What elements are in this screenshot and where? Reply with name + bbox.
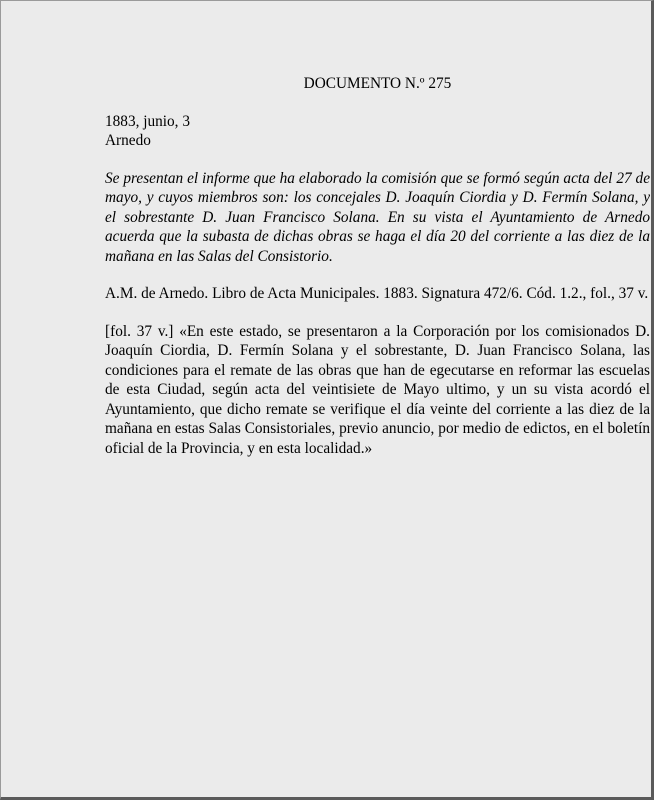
document-title: DOCUMENTO N.º 275	[303, 75, 452, 92]
archival-source: A.M. de Arnedo. Libro de Acta Municipales. 1883. Signatura 472/6. Cód. 1.2., fol., 37 v.	[105, 285, 649, 302]
document-date: 1883, junio, 3	[105, 112, 190, 130]
document-place: Arnedo	[105, 132, 151, 149]
document-transcription: [fol. 37 v.] «En este estado, se presentaron a la Corporación por los comisionados D. Joaquín Ciordia, D. Fermín Solana y el sobrestante, D. Juan Francisco Solana, las condiciones para el remate de las obras que han de egecutarse en reformar las escuelas de esta Ciudad, según acta del veintisiete de Mayo ultimo, y un su vista acordó el Ayuntamiento, que dicho remate se verifique el día veinte del corriente a las diez de la mañana en estas Salas Consistoriales, previo anuncio, por medio de edictos, en el boletín oficial de la Provincia, y en esta localidad.»	[105, 322, 650, 457]
document-content	[105, 74, 650, 458]
document-summary: Se presentan el informe que ha elaborado la comisión que se formó según acta del 27 de mayo, y cuyos miembros son: los concejales D. Joaquín Ciordia y D. Fermín Solana, y el sobrestante D. Juan Francisco Solana. En su vista el Ayuntamiento de Arnedo acuerda que la subasta de dichas obras se haga el día 20 del corriente a las diez de la mañana en las Salas del Consistorio.	[105, 169, 650, 265]
